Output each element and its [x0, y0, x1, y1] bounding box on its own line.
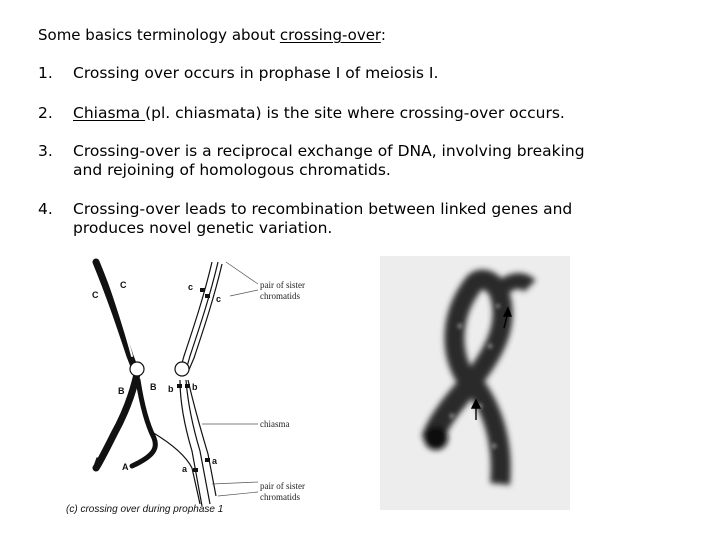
leader-lines: [202, 262, 258, 496]
heading-suffix: :: [380, 26, 386, 44]
letter-b-left: b: [168, 384, 174, 394]
heading-prefix: Some basics terminology about: [38, 26, 280, 44]
letter-c-left: c: [188, 282, 194, 292]
crossing-over-diagram: [62, 256, 362, 518]
letter-a-right: a: [212, 456, 218, 466]
heading-underlined-term: crossing-over: [279, 26, 381, 44]
list-text: [73, 142, 713, 180]
letter-A-right: A: [122, 462, 129, 472]
dark-homolog: [96, 262, 155, 468]
label-sister-chromatids-bottom: pair of sister: [260, 481, 305, 491]
page-heading: [38, 26, 386, 44]
chiasma-micrograph: [380, 256, 570, 510]
list-text-line-1: Crossing-over leads to recombination between linked genes and: [73, 200, 573, 218]
list-text: [73, 200, 713, 238]
diagram-caption: (c) crossing over during prophase 1: [66, 504, 224, 515]
letter-A-left: A: [94, 456, 101, 466]
list-text-line-2: produces novel genetic variation.: [73, 219, 333, 237]
list-text-line-2: and rejoining of homologous chromatids.: [73, 161, 391, 179]
letter-c-right: c: [216, 294, 222, 304]
label-sister-chromatids-bottom-2: chromatids: [260, 492, 300, 502]
centromere-right: [175, 362, 189, 376]
list-number: 1.: [38, 64, 53, 82]
letter-B-right: B: [150, 382, 157, 392]
letter-C-right: C: [120, 280, 127, 290]
label-sister-chromatids-top: pair of sister: [260, 280, 305, 290]
list-text-line-1: Crossing-over is a reciprocal exchange of DNA, involving breaking: [73, 142, 585, 160]
letter-B-left: B: [118, 386, 125, 396]
letter-b-right: b: [192, 382, 198, 392]
list-number: 4.: [38, 200, 53, 218]
chiasma-term: Chiasma: [73, 104, 146, 122]
centromere-left: [130, 362, 144, 376]
letter-C-left: C: [92, 290, 99, 300]
label-chiasma: chiasma: [260, 419, 290, 429]
list-number: 3.: [38, 142, 53, 160]
list-text: [73, 104, 713, 123]
label-sister-chromatids-top-2: chromatids: [260, 291, 300, 301]
chiasma-definition: (pl. chiasmata) is the site where crossing-over occurs.: [145, 104, 565, 122]
list-number: 2.: [38, 104, 53, 122]
list-text: Crossing over occurs in prophase I of meiosis I.: [73, 64, 439, 82]
letter-a-left: a: [182, 464, 188, 474]
